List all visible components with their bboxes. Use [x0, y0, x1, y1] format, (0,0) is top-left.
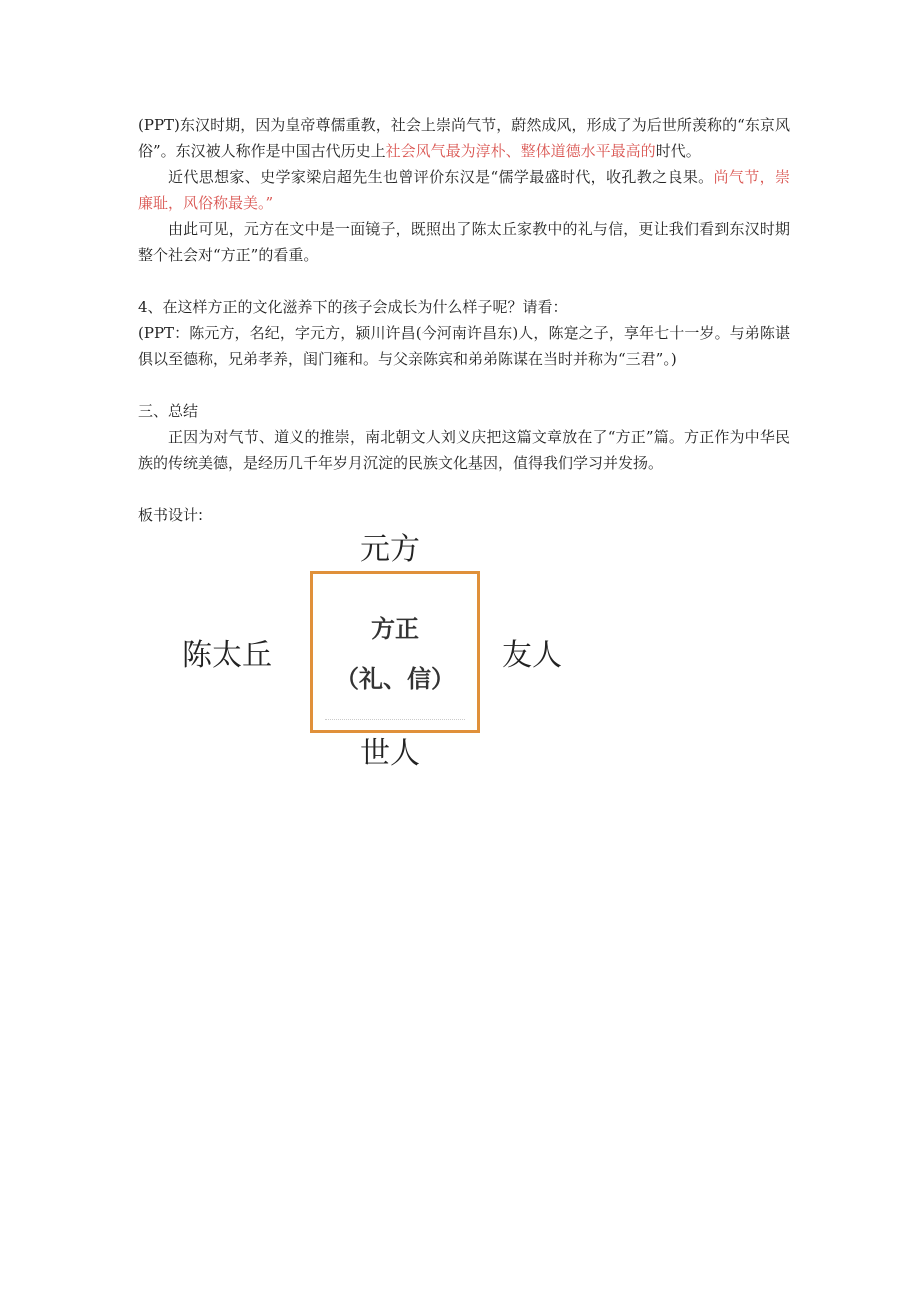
paragraph-text: 时代。: [655, 142, 701, 160]
paragraph-question: 4、在这样方正的文化滋养下的孩子会成长为什么样子呢？请看：: [138, 298, 568, 316]
paragraph-text: (PPT)东汉时期，因为皇帝尊儒重教，社会上崇尚气节，蔚然成风，形成了为后世所羡称的“东京风俗”。东汉被人称作是中国古代历史上: [138, 116, 790, 160]
board-center-box: [310, 571, 480, 733]
document-body: [138, 112, 790, 476]
paragraph-summary: 正因为对气节、道义的推崇，南北朝文人刘义庆把这篇文章放在了“方正”篇。方正作为中华民族的传统美德，是经历几千年岁月沉淀的民族文化基因，值得我们学习并发扬。: [138, 428, 790, 472]
spacer: [138, 372, 790, 398]
section-heading-summary: 三、总结: [138, 402, 199, 420]
paragraph-liang-qichao: [138, 164, 790, 216]
spacer: [138, 268, 790, 294]
paragraph-text: 近代思想家、史学家梁启超先生也曾评价东汉是“儒学最盛时代，收孔教之良果。: [168, 168, 714, 186]
board-word-left: 陈太丘: [182, 638, 272, 673]
board-word-top: 元方: [360, 532, 420, 567]
board-center-title: 方正: [371, 615, 419, 643]
board-word-right: 友人: [502, 638, 562, 673]
board-center-inner: [325, 586, 465, 720]
highlight-quote: 尚气节，崇廉耻，风俗称最美。”: [138, 168, 790, 212]
board-design-label: 板书设计:: [138, 506, 204, 524]
paragraph-conclusion-mirror: 由此可见，元方在文中是一面镜子，既照出了陈太丘家教中的礼与信，更让我们看到东汉时期整个社会对“方正”的看重。: [138, 220, 790, 264]
board-word-bottom: 世人: [360, 736, 420, 771]
board-center-subtitle: （礼、信）: [335, 665, 455, 693]
paragraph-eastern-han: [138, 112, 790, 164]
paragraph-ppt-chen-yuanfang: (PPT：陈元方，名纪，字元方，颍川许昌(今河南许昌东)人，陈寔之子，享年七十一岁。与弟陈谌俱以至德称，兄弟孝养，闺门雍和。与父亲陈宾和弟弟陈谋在当时并称为“三君”。): [138, 324, 790, 368]
highlight-text: 社会风气最为淳朴、整体道德水平最高的: [385, 142, 656, 160]
